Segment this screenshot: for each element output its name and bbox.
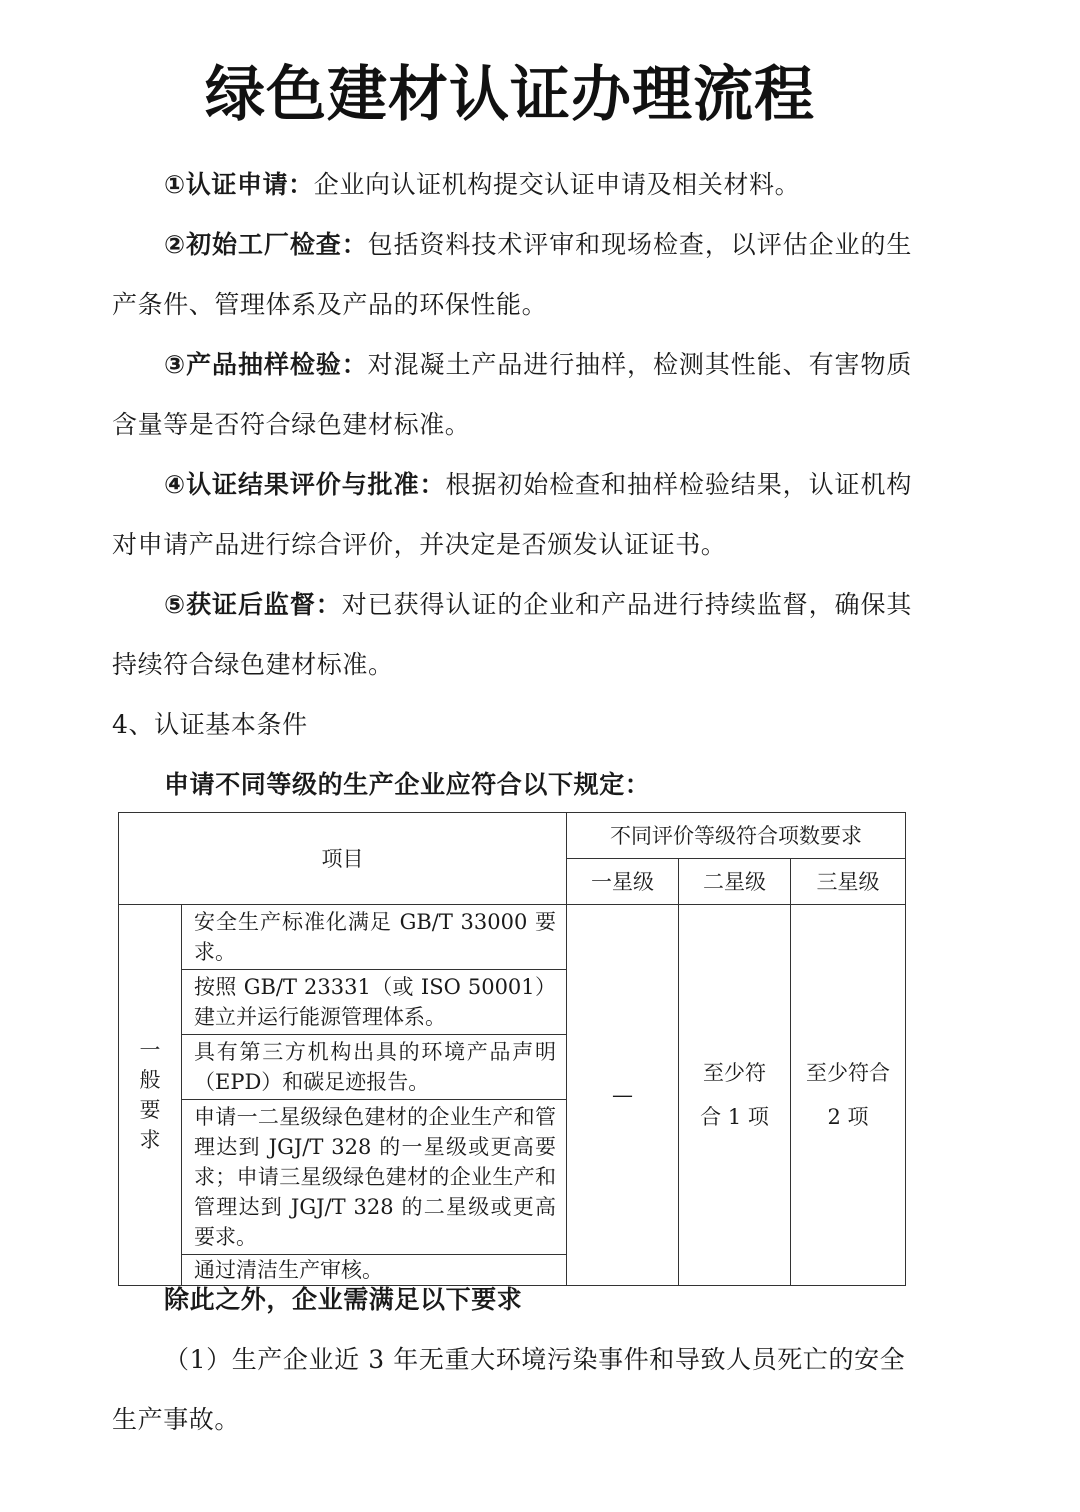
step-head: ⑤获证后监督： — [164, 590, 342, 619]
step-initial-inspection — [112, 215, 912, 335]
two-star-text: 至少符合 1 项 — [700, 1061, 769, 1129]
table-row: 通过清洁生产审核。 — [182, 1255, 567, 1286]
step-head: ④认证结果评价与批准： — [164, 470, 446, 499]
three-star-text: 至少符合 2 项 — [806, 1061, 890, 1129]
requirements-table — [118, 812, 906, 1286]
step-sampling — [112, 335, 912, 455]
category-general — [119, 905, 182, 1286]
section-heading: 4、认证基本条件 — [112, 710, 308, 739]
three-star-value — [791, 905, 906, 1286]
one-star-value: — — [567, 905, 679, 1286]
table-row: 安全生产标准化满足 GB/T 33000 要求。 — [182, 905, 567, 970]
level-one-star: 一星级 — [567, 859, 679, 905]
table-row: 具有第三方机构出具的环境产品声明（EPD）和碳足迹报告。 — [182, 1035, 567, 1100]
extra-heading: 除此之外，企业需满足以下要求 — [164, 1285, 523, 1314]
level-three-star: 三星级 — [791, 859, 906, 905]
category-label: 一般要求 — [139, 1038, 161, 1152]
table-row: 申请一二星级绿色建材的企业生产和管理达到 JGJ/T 328 的一星级或更高要求；申请三星级绿色建材的企业生产和管理达到 JGJ/T 328 的二星级或更高要求。 — [182, 1100, 567, 1255]
step-text: 对混凝土产品进行抽样，检测其性能、有害物质含量等是否符合绿色建材标准。 — [112, 350, 913, 439]
page-title: 绿色建材认证办理流程 — [205, 60, 815, 130]
step-text: 根据初始检查和抽样检验结果，认证机构对申请产品进行综合评价，并决定是否颁发认证证书。 — [112, 470, 912, 559]
step-text: 对已获得认证的企业和产品进行持续监督，确保其持续符合绿色建材标准。 — [112, 590, 913, 679]
two-star-value — [679, 905, 791, 1286]
table-intro: 申请不同等级的生产企业应符合以下规定： — [164, 770, 651, 799]
step-head: ②初始工厂检查： — [164, 230, 368, 259]
list-item: （1）生产企业近 3 年无重大环境污染事件和导致人员死亡的安全生产事故。 — [112, 1345, 906, 1434]
header-group: 不同评价等级符合项数要求 — [567, 813, 906, 859]
step-text: 企业向认证机构提交认证申请及相关材料。 — [313, 170, 801, 199]
step-text: 包括资料技术评审和现场检查，以评估企业的生产条件、管理体系及产品的环保性能。 — [112, 230, 913, 319]
extra-requirements — [112, 1270, 912, 1450]
table-row: 按照 GB/T 23331（或 ISO 50001）建立并运行能源管理体系。 — [182, 970, 567, 1035]
step-evaluation — [112, 455, 912, 575]
step-supervision — [112, 575, 912, 695]
step-head: ③产品抽样检验： — [164, 350, 368, 379]
step-application — [112, 155, 912, 215]
process-steps — [112, 155, 912, 815]
header-item: 项目 — [119, 813, 567, 905]
level-two-star: 二星级 — [679, 859, 791, 905]
step-head: ①认证申请： — [164, 170, 314, 199]
